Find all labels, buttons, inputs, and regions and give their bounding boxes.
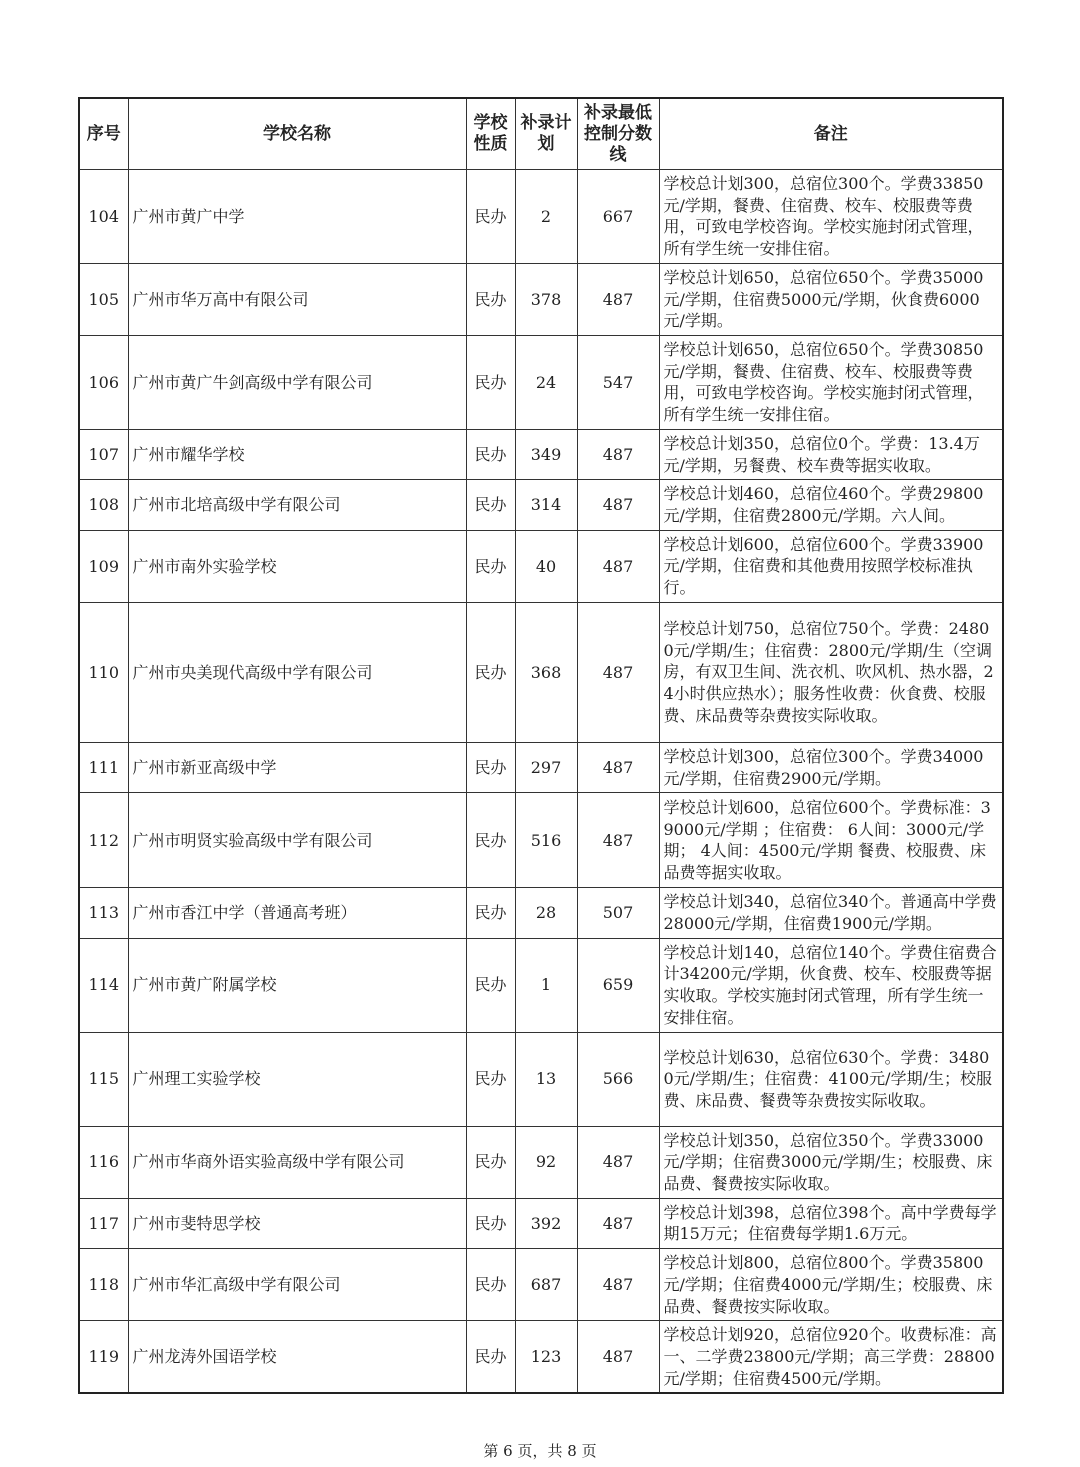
cell-seq: 107 bbox=[79, 429, 128, 479]
header-name: 学校名称 bbox=[128, 98, 466, 170]
table-row bbox=[79, 1126, 1003, 1198]
table-row bbox=[79, 1321, 1003, 1394]
table-row bbox=[79, 1249, 1003, 1321]
cell-school-type: 民办 bbox=[466, 429, 515, 479]
table-row bbox=[79, 530, 1003, 602]
header-type: 学校性质 bbox=[466, 98, 515, 170]
cell-plan: 392 bbox=[515, 1198, 577, 1248]
cell-school-type: 民办 bbox=[466, 793, 515, 888]
cell-note: 学校总计划650，总宿位650个。学费30850元/学期，餐费、住宿费、校车、校服费等费用，可致电学校咨询。学校实施封闭式管理，所有学生统一安排住宿。 bbox=[659, 335, 1003, 429]
cell-min-score: 547 bbox=[577, 335, 659, 429]
cell-school-type: 民办 bbox=[466, 530, 515, 602]
table-header-row bbox=[79, 98, 1003, 170]
cell-school-type: 民办 bbox=[466, 742, 515, 792]
cell-school-name: 广州市南外实验学校 bbox=[128, 530, 466, 602]
cell-min-score: 487 bbox=[577, 793, 659, 888]
cell-seq: 114 bbox=[79, 938, 128, 1032]
cell-seq: 112 bbox=[79, 793, 128, 888]
cell-seq: 113 bbox=[79, 888, 128, 938]
cell-note: 学校总计划350，总宿位350个。学费33000元/学期；住宿费3000元/学期/生；校服费、床品费、餐费按实际收取。 bbox=[659, 1126, 1003, 1198]
cell-seq: 119 bbox=[79, 1321, 128, 1394]
cell-plan: 28 bbox=[515, 888, 577, 938]
cell-school-type: 民办 bbox=[466, 602, 515, 742]
cell-plan: 123 bbox=[515, 1321, 577, 1394]
cell-min-score: 487 bbox=[577, 742, 659, 792]
table-row bbox=[79, 170, 1003, 264]
cell-school-type: 民办 bbox=[466, 480, 515, 530]
cell-school-name: 广州市华万高中有限公司 bbox=[128, 263, 466, 335]
cell-school-type: 民办 bbox=[466, 1321, 515, 1394]
cell-plan: 516 bbox=[515, 793, 577, 888]
cell-seq: 109 bbox=[79, 530, 128, 602]
cell-min-score: 487 bbox=[577, 1198, 659, 1248]
table-row bbox=[79, 1032, 1003, 1126]
cell-min-score: 566 bbox=[577, 1032, 659, 1126]
cell-plan: 368 bbox=[515, 602, 577, 742]
table-row bbox=[79, 263, 1003, 335]
cell-min-score: 667 bbox=[577, 170, 659, 264]
cell-note: 学校总计划140，总宿位140个。学费住宿费合计34200元/学期，伙食费、校车、校服费等据实收取。学校实施封闭式管理，所有学生统一安排住宿。 bbox=[659, 938, 1003, 1032]
header-note: 备注 bbox=[659, 98, 1003, 170]
cell-plan: 92 bbox=[515, 1126, 577, 1198]
cell-school-type: 民办 bbox=[466, 170, 515, 264]
cell-school-type: 民办 bbox=[466, 1249, 515, 1321]
cell-plan: 24 bbox=[515, 335, 577, 429]
cell-plan: 2 bbox=[515, 170, 577, 264]
cell-school-type: 民办 bbox=[466, 263, 515, 335]
cell-school-name: 广州市明贤实验高级中学有限公司 bbox=[128, 793, 466, 888]
cell-school-type: 民办 bbox=[466, 335, 515, 429]
cell-plan: 314 bbox=[515, 480, 577, 530]
cell-plan: 378 bbox=[515, 263, 577, 335]
table-row bbox=[79, 335, 1003, 429]
header-plan: 补录计划 bbox=[515, 98, 577, 170]
cell-school-name: 广州龙涛外国语学校 bbox=[128, 1321, 466, 1394]
cell-school-type: 民办 bbox=[466, 938, 515, 1032]
cell-note: 学校总计划600，总宿位600个。学费33900元/学期，住宿费和其他费用按照学校标准执行。 bbox=[659, 530, 1003, 602]
cell-note: 学校总计划300，总宿位300个。学费34000元/学期，住宿费2900元/学期。 bbox=[659, 742, 1003, 792]
cell-plan: 1 bbox=[515, 938, 577, 1032]
table-row bbox=[79, 938, 1003, 1032]
table-row bbox=[79, 1198, 1003, 1248]
cell-school-name: 广州市香江中学（普通高考班） bbox=[128, 888, 466, 938]
cell-school-name: 广州市北培高级中学有限公司 bbox=[128, 480, 466, 530]
table-row bbox=[79, 602, 1003, 742]
cell-seq: 104 bbox=[79, 170, 128, 264]
cell-seq: 117 bbox=[79, 1198, 128, 1248]
cell-min-score: 487 bbox=[577, 602, 659, 742]
cell-min-score: 487 bbox=[577, 530, 659, 602]
cell-note: 学校总计划340，总宿位340个。普通高中学费28000元/学期，住宿费1900元/学期。 bbox=[659, 888, 1003, 938]
cell-school-name: 广州市耀华学校 bbox=[128, 429, 466, 479]
cell-plan: 349 bbox=[515, 429, 577, 479]
cell-seq: 105 bbox=[79, 263, 128, 335]
cell-note: 学校总计划800，总宿位800个。学费35800元/学期；住宿费4000元/学期/生；校服费、床品费、餐费按实际收取。 bbox=[659, 1249, 1003, 1321]
header-score: 补录最低控制分数线 bbox=[577, 98, 659, 170]
cell-seq: 106 bbox=[79, 335, 128, 429]
cell-note: 学校总计划750，总宿位750个。学费：24800元/学期/生；住宿费：2800元/学期/生（空调房，有双卫生间、洗衣机、吹风机、热水器，24小时供应热水）；服务性收费：伙食费、校服费、床品费等杂费按实际收取。 bbox=[659, 602, 1003, 742]
cell-plan: 687 bbox=[515, 1249, 577, 1321]
cell-school-type: 民办 bbox=[466, 1126, 515, 1198]
cell-min-score: 487 bbox=[577, 1126, 659, 1198]
cell-note: 学校总计划650，总宿位650个。学费35000元/学期，住宿费5000元/学期，伙食费6000元/学期。 bbox=[659, 263, 1003, 335]
cell-school-type: 民办 bbox=[466, 1032, 515, 1126]
cell-seq: 116 bbox=[79, 1126, 128, 1198]
page-footer: 第 6 页，共 8 页 bbox=[483, 1442, 597, 1460]
cell-school-name: 广州市黄广中学 bbox=[128, 170, 466, 264]
cell-seq: 118 bbox=[79, 1249, 128, 1321]
cell-school-name: 广州市新亚高级中学 bbox=[128, 742, 466, 792]
cell-seq: 111 bbox=[79, 742, 128, 792]
cell-seq: 110 bbox=[79, 602, 128, 742]
cell-min-score: 487 bbox=[577, 1321, 659, 1394]
table-row bbox=[79, 888, 1003, 938]
cell-school-name: 广州市华商外语实验高级中学有限公司 bbox=[128, 1126, 466, 1198]
cell-min-score: 487 bbox=[577, 1249, 659, 1321]
table-row bbox=[79, 742, 1003, 792]
cell-note: 学校总计划600，总宿位600个。学费标准：39000元/学期 ；住宿费： 6人间：3000元/学期； 4人间：4500元/学期 餐费、校服费、床品费等据实收取。 bbox=[659, 793, 1003, 888]
cell-min-score: 487 bbox=[577, 480, 659, 530]
table-row bbox=[79, 429, 1003, 479]
table-row bbox=[79, 480, 1003, 530]
cell-note: 学校总计划398，总宿位398个。高中学费每学期15万元；住宿费每学期1.6万元。 bbox=[659, 1198, 1003, 1248]
cell-min-score: 659 bbox=[577, 938, 659, 1032]
cell-school-type: 民办 bbox=[466, 888, 515, 938]
table-row bbox=[79, 793, 1003, 888]
cell-plan: 13 bbox=[515, 1032, 577, 1126]
cell-seq: 115 bbox=[79, 1032, 128, 1126]
cell-school-name: 广州市华汇高级中学有限公司 bbox=[128, 1249, 466, 1321]
cell-min-score: 487 bbox=[577, 429, 659, 479]
cell-school-name: 广州理工实验学校 bbox=[128, 1032, 466, 1126]
cell-plan: 297 bbox=[515, 742, 577, 792]
cell-school-name: 广州市央美现代高级中学有限公司 bbox=[128, 602, 466, 742]
cell-school-type: 民办 bbox=[466, 1198, 515, 1248]
cell-note: 学校总计划630，总宿位630个。学费：34800元/学期/生；住宿费：4100元/学期/生；校服费、床品费、餐费等杂费按实际收取。 bbox=[659, 1032, 1003, 1126]
header-seq: 序号 bbox=[79, 98, 128, 170]
cell-school-name: 广州市黄广附属学校 bbox=[128, 938, 466, 1032]
cell-note: 学校总计划920，总宿位920个。收费标准：高一、二学费23800元/学期；高三学费：28800元/学期；住宿费4500元/学期。 bbox=[659, 1321, 1003, 1394]
cell-note: 学校总计划460，总宿位460个。学费29800元/学期，住宿费2800元/学期。六人间。 bbox=[659, 480, 1003, 530]
cell-school-name: 广州市黄广牛剑高级中学有限公司 bbox=[128, 335, 466, 429]
admission-table bbox=[78, 97, 1004, 1394]
cell-note: 学校总计划300，总宿位300个。学费33850元/学期，餐费、住宿费、校车、校服费等费用，可致电学校咨询。学校实施封闭式管理，所有学生统一安排住宿。 bbox=[659, 170, 1003, 264]
cell-plan: 40 bbox=[515, 530, 577, 602]
cell-note: 学校总计划350，总宿位0个。学费：13.4万元/学期，另餐费、校车费等据实收取。 bbox=[659, 429, 1003, 479]
cell-min-score: 487 bbox=[577, 263, 659, 335]
cell-school-name: 广州市斐特思学校 bbox=[128, 1198, 466, 1248]
cell-seq: 108 bbox=[79, 480, 128, 530]
cell-min-score: 507 bbox=[577, 888, 659, 938]
